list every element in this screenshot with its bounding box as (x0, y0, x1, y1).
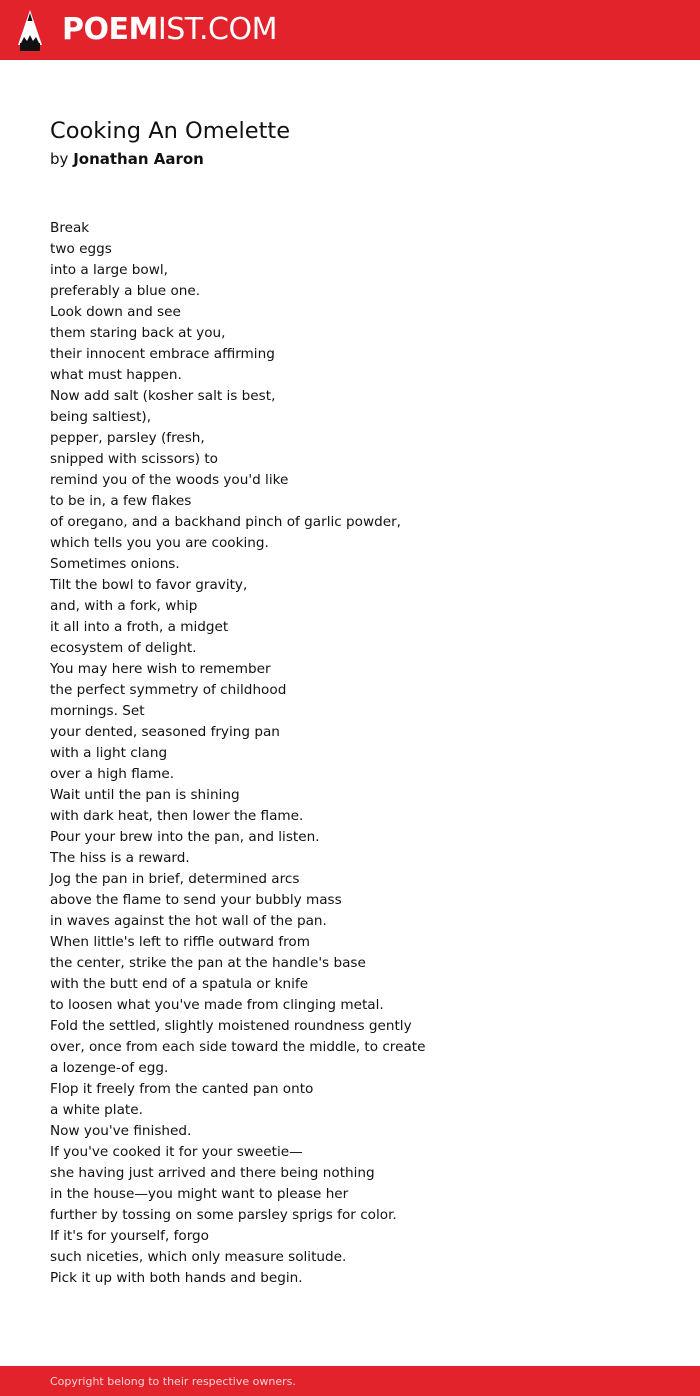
by-label: by (50, 150, 69, 168)
poem-line: When little's left to riffle outward from (50, 934, 310, 950)
poem-line: Jog the pan in brief, determined arcs (50, 871, 300, 887)
poem-line: into a large bowl, (50, 262, 168, 278)
site-logo[interactable] (62, 12, 277, 48)
poem-line: a lozenge-of egg. (50, 1060, 169, 1076)
poem-line: she having just arrived and there being nothing (50, 1165, 375, 1181)
logo-text-bold: POEM (62, 12, 158, 47)
poem-line: Wait until the pan is shining (50, 787, 240, 803)
poem-line: preferably a blue one. (50, 283, 201, 299)
byline (50, 148, 204, 170)
poem-line: Look down and see (50, 304, 181, 320)
poem-line: their innocent embrace affirming (50, 346, 275, 362)
poem-line: Pick it up with both hands and begin. (50, 1270, 303, 1286)
poem-line: in the house—you might want to please her (50, 1186, 349, 1202)
poem-line: If you've cooked it for your sweetie— (50, 1144, 303, 1160)
poem-line: Flop it freely from the canted pan onto (50, 1081, 314, 1097)
poem-line: with dark heat, then lower the flame. (50, 808, 304, 824)
poem-line: Sometimes onions. (50, 556, 180, 572)
poem-line: ecosystem of delight. (50, 640, 197, 656)
poem-line: pepper, parsley (fresh, (50, 430, 205, 446)
poem-body (50, 218, 425, 1289)
poem-line: The hiss is a reward. (50, 850, 190, 866)
poem-line: Tilt the bowl to favor gravity, (50, 577, 248, 593)
poem-line: what must happen. (50, 367, 182, 383)
poem-line: If it's for yourself, forgo (50, 1228, 209, 1244)
poem-line: the center, strike the pan at the handle's base (50, 955, 366, 971)
pencil-logo-icon[interactable] (18, 10, 42, 51)
poem-line: being saltiest), (50, 409, 152, 425)
poem-line: your dented, seasoned frying pan (50, 724, 280, 740)
poem-line: Fold the settled, slightly moistened roundness gently (50, 1018, 412, 1034)
poem-line: a white plate. (50, 1102, 143, 1118)
top-bar (0, 0, 700, 60)
poem-line: them staring back at you, (50, 325, 226, 341)
poem-line: Now you've finished. (50, 1123, 192, 1139)
poem-line: over, once from each side toward the middle, to create (50, 1039, 426, 1055)
poem-line: with a light clang (50, 745, 168, 761)
poem-line: Pour your brew into the pan, and listen. (50, 829, 320, 845)
poem-line: the perfect symmetry of childhood (50, 682, 287, 698)
logo-text-light: IST.COM (157, 12, 277, 47)
poem-line: which tells you you are cooking. (50, 535, 269, 551)
poem-line: mornings. Set (50, 703, 145, 719)
poem-title: Cooking An Omelette (50, 118, 291, 144)
poem-line: to be in, a few flakes (50, 493, 192, 509)
poem-line: remind you of the woods you'd like (50, 472, 289, 488)
poem-line: Now add salt (kosher salt is best, (50, 388, 276, 404)
footer-bar (0, 1366, 700, 1396)
poem-line: it all into a froth, a midget (50, 619, 229, 635)
poem-line: further by tossing on some parsley sprigs for color. (50, 1207, 397, 1223)
poem-line: with the butt end of a spatula or knife (50, 976, 309, 992)
poem-line: in waves against the hot wall of the pan. (50, 913, 327, 929)
poem-line: Break (50, 220, 90, 236)
poem-line: two eggs (50, 241, 112, 257)
poem-line: and, with a fork, whip (50, 598, 198, 614)
poem-line: snipped with scissors) to (50, 451, 218, 467)
copyright-text: Copyright belong to their respective owners. (50, 1375, 296, 1388)
poem-line: of oregano, and a backhand pinch of garlic powder, (50, 514, 402, 530)
poem-line: You may here wish to remember (50, 661, 271, 677)
author-name: Jonathan Aaron (73, 150, 204, 168)
poem-line: above the flame to send your bubbly mass (50, 892, 342, 908)
poem-line: to loosen what you've made from clinging metal. (50, 997, 384, 1013)
poem-line: over a high flame. (50, 766, 175, 782)
poem-line: such niceties, which only measure solitude. (50, 1249, 347, 1265)
